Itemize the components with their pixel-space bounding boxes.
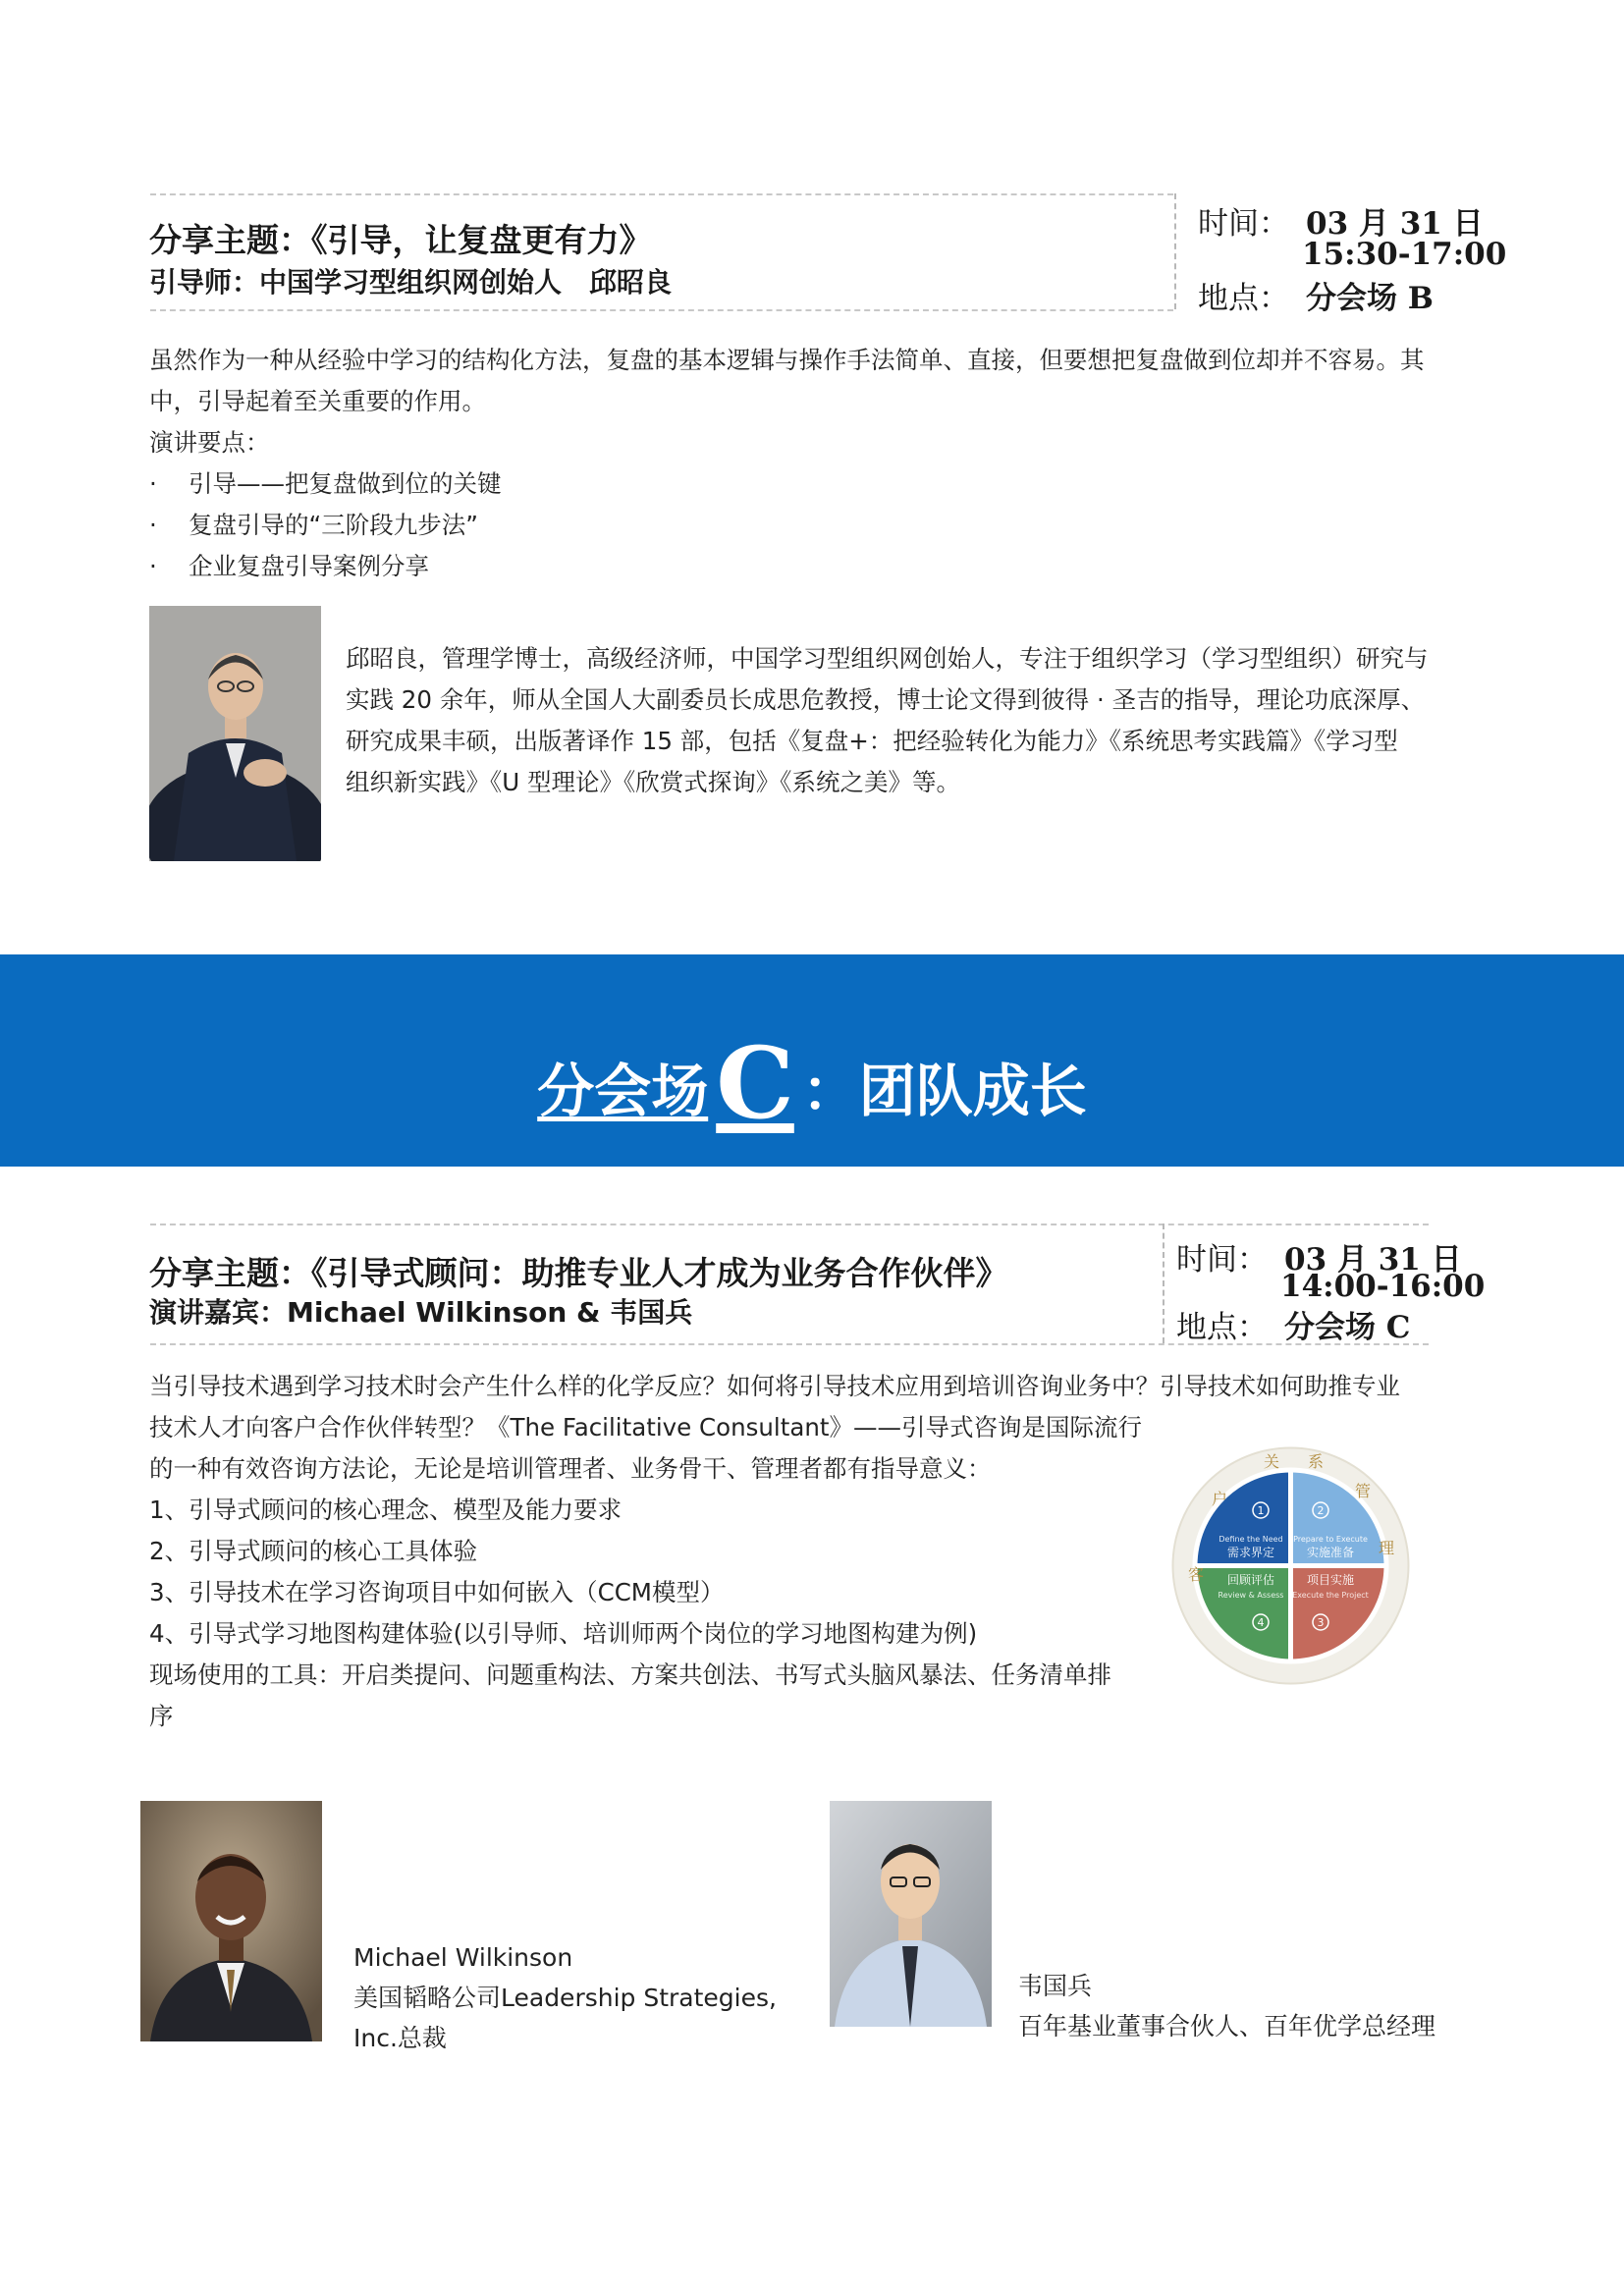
banner-title (0, 954, 1624, 1167)
session1-point: · 引导——把复盘做到位的关键 (149, 469, 502, 498)
session1-time: 15:30-17:00 (1302, 237, 1507, 272)
session2-date: 03 月 31 日 (1284, 1242, 1462, 1278)
session1-bio-line-2: 实践 20 余年，师从全国人大副委员长成思危教授，博士论文得到彼得 · 圣吉的指导，理论功底深厚、 (346, 685, 1426, 714)
session1-bio-line-1: 邱昭良，管理学博士，高级经济师，中国学习型组织网创始人，专注于组织学习（学习型组织）研究与 (346, 644, 1429, 673)
ring-char: 客 (1188, 1565, 1205, 1584)
session1-bio-line-3: 研究成果丰硕，出版著译作 15 部，包括《复盘+：把经验转化为能力》《系统思考实践篇》《学习型 (346, 727, 1398, 755)
session2-point: 1、引导式顾问的核心理念、模型及能力要求 (149, 1496, 623, 1524)
speaker1-name: Michael Wilkinson (353, 1943, 573, 1972)
session2-intro-line-1: 当引导技术遇到学习技术时会产生什么样的化学反应？如何将引导技术应用到培训咨询业务中？引导技术如何助推专业 (149, 1372, 1400, 1400)
session1-bottom-divider (150, 309, 1173, 311)
session2-point: 2、引导式顾问的核心工具体验 (149, 1537, 478, 1565)
session2-tools-line-1: 现场使用的工具：开启类提问、问题重构法、方案共创法、书写式头脑风暴法、任务清单排 (149, 1660, 1111, 1689)
speaker2-title: 百年基业董事合伙人、百年优学总经理 (1018, 2012, 1436, 2040)
session2-time-label: 时间： (1176, 1242, 1268, 1278)
quadrant-number: 2 (1317, 1504, 1325, 1517)
speaker-photo-wilkinson (140, 1801, 322, 2041)
session1-bio-line-4: 组织新实践》《U 型理论》《欣赏式探询》《系统之美》等。 (346, 768, 960, 796)
speaker1-title-line-2: Inc.总裁 (353, 2024, 447, 2052)
quadrant-label-cn: 项目实施 (1306, 1573, 1355, 1587)
quadrant-label-en: Prepare to Execute (1293, 1535, 1368, 1544)
session1-time-label: 时间： (1198, 206, 1289, 242)
session2-point: 3、引导技术在学习咨询项目中如何嵌入（CCM模型） (149, 1578, 725, 1606)
section-banner (0, 954, 1624, 1167)
session1-speaker-line: 引导师：中国学习型组织网创始人 邱昭良 (149, 266, 673, 299)
speaker-photo-wei (830, 1801, 992, 2027)
quadrant-label-cn: 需求界定 (1226, 1546, 1275, 1559)
session1-points-label: 演讲要点： (149, 428, 270, 457)
quadrant-label-en: Define the Need (1218, 1535, 1283, 1544)
ccm-model-diagram (1170, 1445, 1411, 1686)
session2-info-divider (1163, 1224, 1164, 1343)
session2-place-label: 地点： (1176, 1310, 1268, 1345)
session2-top-divider (150, 1224, 1429, 1225)
quadrant-number: 1 (1257, 1504, 1265, 1517)
session2-intro-line-2: 技术人才向客户合作伙伴转型？《The Facilitative Consultant》——引导式咨询是国际流行 (149, 1413, 1142, 1442)
quadrant-number: 3 (1317, 1616, 1325, 1629)
banner-letter: C (716, 1025, 794, 1141)
session1-info-divider (1174, 193, 1176, 309)
quadrant-label-en: Execute the Project (1292, 1591, 1369, 1600)
session1-bio (346, 638, 1485, 803)
quadrant-label-cn: 回顾评估 (1226, 1573, 1275, 1587)
session2-point: 4、引导式学习地图构建体验(以引导师、培训师两个岗位的学习地图构建为例) (149, 1619, 978, 1648)
session1-intro-line-1: 虽然作为一种从经验中学习的结构化方法，复盘的基本逻辑与操作手法简单、直接，但要想把复盘做到位却并不容易。其 (149, 346, 1425, 374)
speaker2-caption (1018, 1966, 1509, 2046)
quadrant-number: 4 (1257, 1616, 1265, 1629)
speaker1-title-line-1: 美国韬略公司Leadership Strategies, (353, 1984, 777, 2012)
session1-point: · 企业复盘引导案例分享 (149, 552, 429, 580)
session2-intro-line-3: 的一种有效咨询方法论，无论是培训管理者、业务骨干、管理者都有指导意义： (149, 1454, 992, 1483)
ring-char: 户 (1212, 1490, 1228, 1508)
banner-prefix: 分会场 (537, 1058, 709, 1124)
session1-place: 分会场 B (1306, 281, 1434, 316)
session1-intro (149, 340, 1465, 587)
banner-suffix: ：团队成长 (801, 1058, 1087, 1124)
quadrant-label-en: Review & Assess (1218, 1591, 1284, 1600)
session2-speaker-line: 演讲嘉宾：Michael Wilkinson & 韦国兵 (149, 1296, 693, 1329)
ring-char: 系 (1308, 1452, 1325, 1471)
ring-char: 管 (1355, 1482, 1372, 1500)
session2-tools-line-2: 序 (149, 1702, 174, 1730)
session2-time: 14:00-16:00 (1280, 1269, 1486, 1304)
session1-date: 03 月 31 日 (1306, 206, 1484, 242)
speaker-photo-qiu (149, 606, 321, 861)
speaker2-name: 韦国兵 (1018, 1972, 1093, 2000)
quadrant-label-cn: 实施准备 (1306, 1546, 1355, 1559)
session2-topic: 分享主题：《引导式顾问：助推专业人才成为业务合作伙伴》 (149, 1254, 1008, 1292)
ring-char: 理 (1379, 1539, 1395, 1557)
session1-intro-line-2: 中，引导起着至关重要的作用。 (149, 387, 486, 415)
session1-place-label: 地点： (1198, 281, 1289, 316)
session1-point: · 复盘引导的“三阶段九步法” (149, 511, 478, 539)
speaker1-caption (353, 1937, 805, 2058)
session1-top-divider (150, 193, 1173, 195)
session2-place: 分会场 C (1284, 1310, 1411, 1345)
session1-topic: 分享主题：《引导，让复盘更有力》 (149, 221, 652, 259)
ring-char: 关 (1264, 1452, 1280, 1471)
